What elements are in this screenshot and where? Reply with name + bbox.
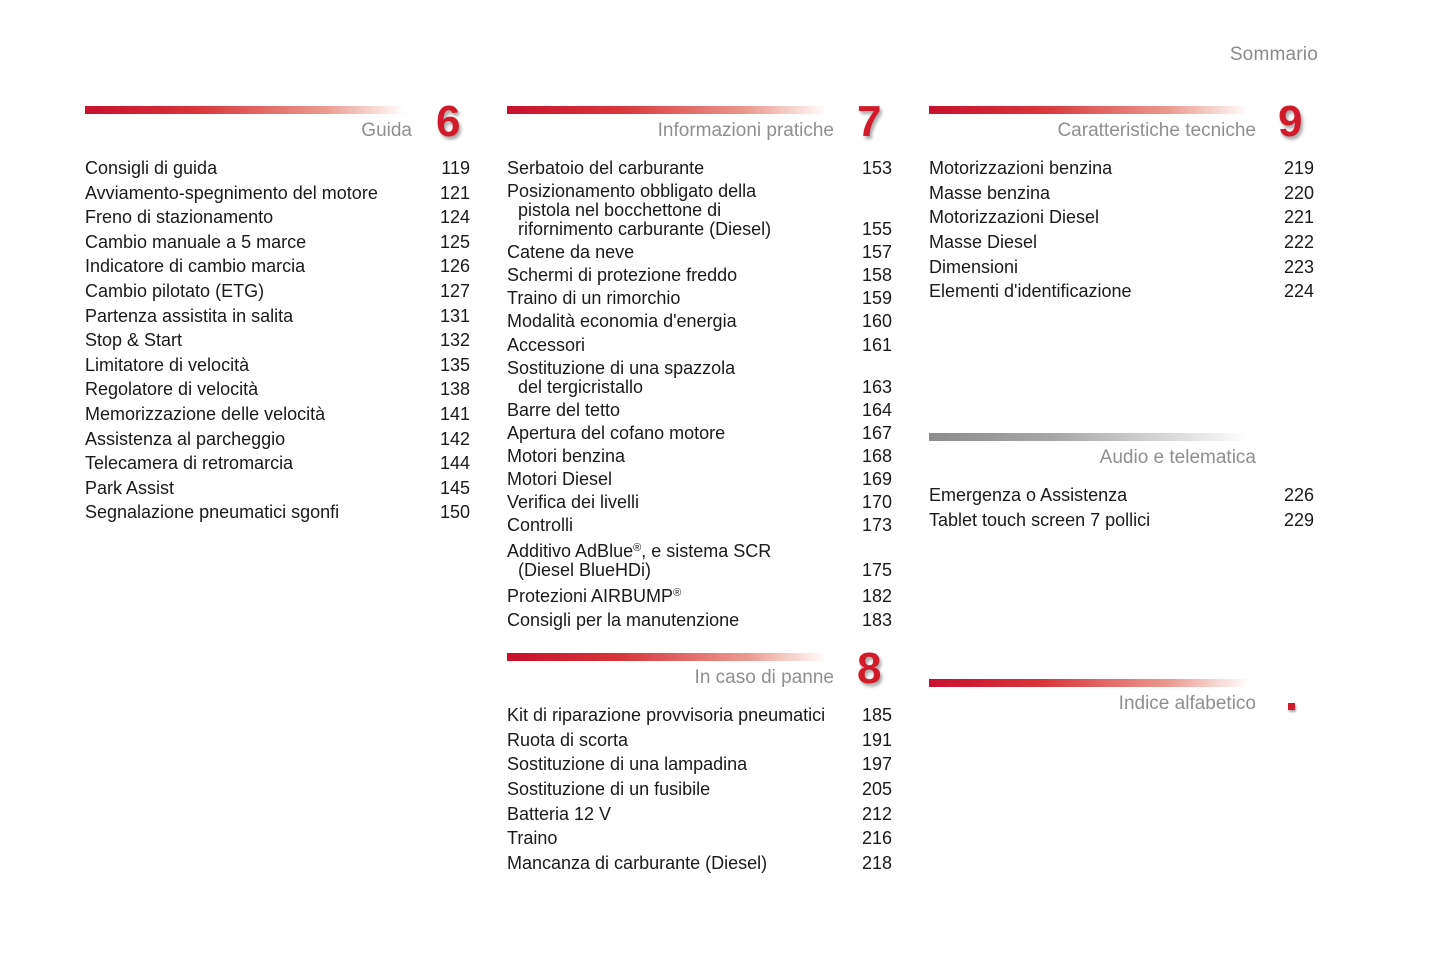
toc-entry[interactable]: Ruota di scorta 191: [507, 729, 892, 750]
page-number: 216: [861, 828, 892, 849]
toc-entry[interactable]: Freno di stazionamento 124: [85, 207, 470, 228]
page-number: 158: [861, 265, 892, 286]
toc-entry[interactable]: Additivo AdBlue®, e sistema SCR (Diesel BlueHDi) 175: [507, 541, 892, 581]
page-number: 197: [861, 754, 892, 775]
toc-entry[interactable]: Assistenza al parcheggio 142: [85, 428, 470, 449]
section-title[interactable]: Audio e telematica: [1099, 447, 1256, 468]
toc-entry[interactable]: Apertura del cofano motore 167: [507, 422, 892, 443]
page-number: 141: [439, 403, 470, 424]
section-caratteristiche-tecniche: [929, 97, 1314, 306]
section-bar: [507, 653, 827, 661]
page-number: 127: [439, 280, 470, 301]
section-audio-e-telematica: [929, 433, 1314, 543]
toc-entry[interactable]: Segnalazione pneumatici sgonfi 150: [85, 502, 470, 523]
page-number: 155: [861, 219, 892, 240]
page-number: 229: [1283, 509, 1314, 530]
page-number: 131: [439, 305, 470, 326]
page-number: 222: [1283, 232, 1314, 253]
toc-list: [929, 486, 1314, 530]
toc-entry[interactable]: Avviamento-spegnimento del motore 121: [85, 182, 470, 203]
page-number: 224: [1283, 281, 1314, 302]
page-number: 125: [439, 231, 470, 252]
page-header-title: Sommario: [1229, 44, 1318, 65]
toc-list: [507, 706, 892, 873]
page-number: 220: [1283, 182, 1314, 203]
page-number: 173: [861, 515, 892, 536]
page-number: 126: [439, 256, 470, 277]
section-bar: [929, 679, 1249, 687]
toc-entry[interactable]: Catene da neve 157: [507, 242, 892, 263]
section-bar: [507, 106, 827, 114]
toc-entry[interactable]: Masse Diesel 222: [929, 232, 1314, 253]
toc-entry[interactable]: Indicatore di cambio marcia 126: [85, 256, 470, 277]
page-number: 161: [861, 334, 892, 355]
section-title[interactable]: Indice alfabetico: [1118, 693, 1256, 714]
page-number: 167: [861, 422, 892, 443]
page-number: 119: [441, 158, 470, 178]
page-number: 191: [861, 729, 892, 750]
toc-entry[interactable]: Tablet touch screen 7 pollici 229: [929, 509, 1314, 530]
registered-mark: ®: [633, 542, 642, 555]
toc-entry[interactable]: Sostituzione di una spazzola del tergicristallo 163: [507, 357, 892, 397]
toc-entry[interactable]: Partenza assistita in salita 131: [85, 305, 470, 326]
page-number: 223: [1283, 256, 1314, 277]
section-title[interactable]: Informazioni pratiche: [657, 120, 834, 141]
toc-entry[interactable]: Motorizzazioni Diesel 221: [929, 207, 1314, 228]
toc-entry[interactable]: Verifica dei livelli 170: [507, 492, 892, 513]
page-number: 205: [861, 779, 892, 800]
toc-entry[interactable]: Park Assist 145: [85, 477, 470, 498]
section-indice-alfabetico: [929, 679, 1314, 729]
toc-entry[interactable]: Regolatore di velocità 138: [85, 379, 470, 400]
toc-entry[interactable]: Kit di riparazione provvisoria pneumatici 185: [507, 705, 892, 725]
toc-entry[interactable]: Memorizzazione delle velocità 141: [85, 403, 470, 424]
toc-entry[interactable]: Cambio manuale a 5 marce 125: [85, 231, 470, 252]
page-number: 219: [1283, 158, 1314, 178]
registered-mark: ®: [673, 587, 682, 600]
toc-entry[interactable]: Motori Diesel 169: [507, 469, 892, 490]
toc-entry[interactable]: Protezioni AIRBUMP® 182: [507, 586, 892, 607]
section-in-caso-di-panne: [507, 644, 892, 883]
toc-entry[interactable]: Emergenza o Assistenza 226: [929, 485, 1314, 505]
section-marker-square: [1288, 703, 1295, 710]
page-number: 145: [439, 477, 470, 498]
toc-entry[interactable]: Posizionamento obbligato della pistola nel bocchettone di rifornimento carburante (Diesel) 155: [507, 181, 892, 240]
toc-entry[interactable]: Elementi d'identificazione 224: [929, 281, 1314, 302]
toc-entry[interactable]: Consigli di guida 119: [85, 158, 470, 178]
toc-entry[interactable]: Limitatore di velocità 135: [85, 354, 470, 375]
section-informazioni-pratiche: [507, 97, 892, 636]
page-number: 226: [1283, 485, 1314, 505]
toc-list: [85, 159, 470, 522]
page-number: 183: [861, 609, 892, 630]
toc-entry[interactable]: Controlli 173: [507, 515, 892, 536]
page-number: 142: [439, 428, 470, 449]
toc-entry[interactable]: Telecamera di retromarcia 144: [85, 453, 470, 474]
toc-entry[interactable]: Schermi di protezione freddo 158: [507, 265, 892, 286]
page-number: 185: [861, 705, 892, 725]
page-number: 160: [861, 311, 892, 332]
section-guida: [85, 97, 470, 536]
section-title[interactable]: In caso di panne: [694, 667, 834, 688]
toc-entry[interactable]: Batteria 12 V 212: [507, 803, 892, 824]
page-number: 175: [861, 560, 892, 581]
toc-entry[interactable]: Traino 216: [507, 828, 892, 849]
section-title[interactable]: Caratteristiche tecniche: [1057, 120, 1256, 141]
toc-entry[interactable]: Sostituzione di una lampadina 197: [507, 754, 892, 775]
toc-entry[interactable]: Modalità economia d'energia 160: [507, 311, 892, 332]
page-number: 170: [861, 492, 892, 513]
toc-entry[interactable]: Accessori 161: [507, 334, 892, 355]
page-number: 124: [439, 207, 470, 228]
page-number: 164: [861, 399, 892, 420]
toc-entry[interactable]: Stop & Start 132: [85, 330, 470, 351]
page-number: 121: [439, 182, 470, 203]
section-number[interactable]: 8: [857, 644, 882, 693]
section-bar: [85, 106, 405, 114]
page-number: 159: [861, 288, 892, 309]
page-number: 168: [861, 445, 892, 466]
section-number[interactable]: 6: [436, 97, 461, 146]
toc-entry[interactable]: Motori benzina 168: [507, 445, 892, 466]
page-number: 138: [439, 379, 470, 400]
section-title[interactable]: Guida: [361, 120, 412, 141]
toc-entry[interactable]: Masse benzina 220: [929, 182, 1314, 203]
toc-entry[interactable]: Consigli per la manutenzione 183: [507, 609, 892, 630]
section-number[interactable]: 7: [857, 97, 882, 146]
section-bar: [929, 433, 1249, 441]
page-number: 153: [861, 158, 892, 178]
page-number: 157: [861, 242, 892, 263]
page-number: 218: [861, 853, 892, 874]
page-number: 132: [439, 330, 470, 351]
toc-list: [929, 159, 1314, 301]
page-number: 221: [1283, 207, 1314, 228]
page-number: 150: [439, 502, 470, 523]
page-number: 163: [861, 376, 892, 397]
toc-list: [507, 159, 892, 630]
toc-entry[interactable]: Traino di un rimorchio 159: [507, 288, 892, 309]
page-number: 169: [861, 469, 892, 490]
page-number: 182: [861, 586, 892, 607]
toc-entry[interactable]: Motorizzazioni benzina 219: [929, 158, 1314, 178]
toc-entry[interactable]: Sostituzione di un fusibile 205: [507, 779, 892, 800]
section-bar: [929, 106, 1249, 114]
page-number: 135: [439, 354, 470, 375]
section-number[interactable]: 9: [1278, 97, 1303, 146]
toc-entry[interactable]: Serbatoio del carburante 153: [507, 158, 892, 178]
toc-entry[interactable]: Barre del tetto 164: [507, 399, 892, 420]
toc-entry[interactable]: Mancanza di carburante (Diesel) 218: [507, 853, 892, 874]
toc-entry[interactable]: Dimensioni 223: [929, 256, 1314, 277]
page-number: 212: [861, 803, 892, 824]
page-number: 144: [439, 453, 470, 474]
toc-entry[interactable]: Cambio pilotato (ETG) 127: [85, 280, 470, 301]
